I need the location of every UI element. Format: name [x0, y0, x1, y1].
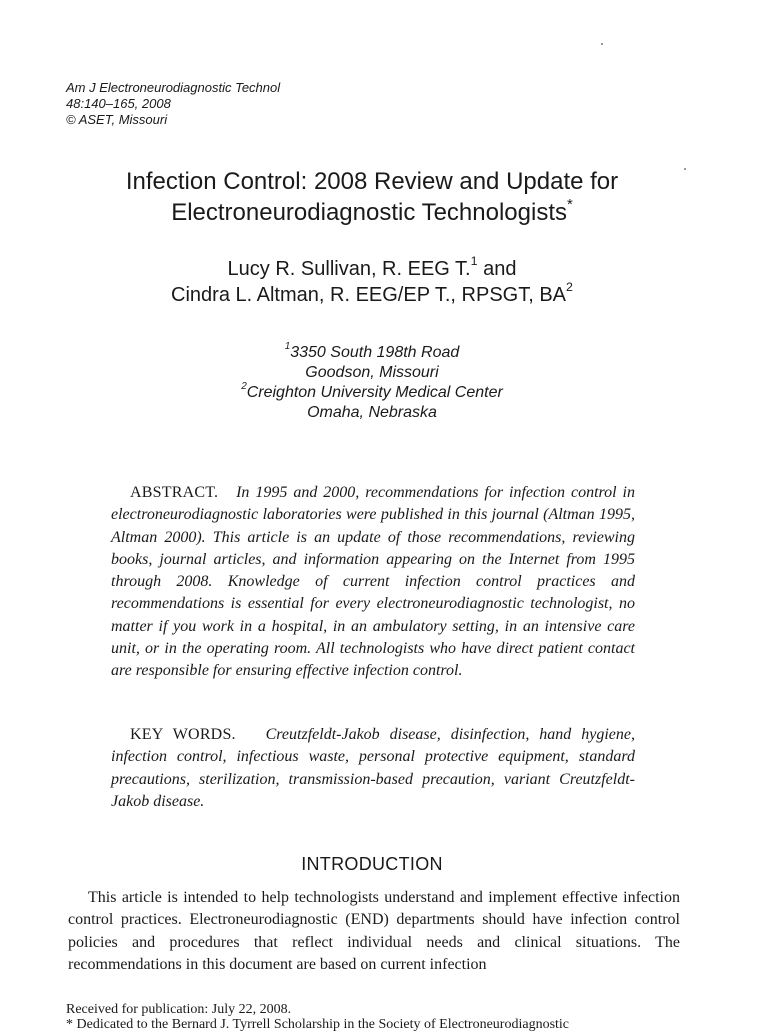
abstract-text: In 1995 and 2000, recommendations for infection control in electroneurodiagnostic laboratories were published in this journal (Altman 1995, Altman 2000). This article is an update of those recommendations, reviewing books, journal articles, and information appearing on the Internet from 1995 through 2008. Knowledge of current infection control practices and recommendations is essential for every electroneurodiagnostic technologist, no matter if you work in a hospital, in an ambulatory setting, in an intensive care unit, or in the operating room. All technologists who have direct patient contact are responsible for ensuring effective infection control.	[111, 484, 636, 680]
abstract-label: ABSTRACT.	[130, 484, 219, 501]
abstract	[111, 482, 635, 683]
affiliation-1-line-1	[40, 343, 704, 363]
journal-name: Am J Electroneurodiagnostic Technol	[66, 80, 281, 95]
scan-speck	[601, 43, 603, 45]
journal-copyright: © ASET, Missouri	[66, 112, 168, 127]
title-line-1: Infection Control: 2008 Review and Update for	[125, 168, 619, 195]
journal-volume: 48:140–165, 2008	[66, 96, 171, 111]
affiliation-2-name: Creighton University Medical Center	[246, 384, 503, 401]
article-title	[40, 166, 704, 228]
author-joiner: and	[477, 258, 517, 280]
author-list	[40, 256, 704, 308]
affiliation-1-address: 3350 South 198th Road	[290, 344, 460, 361]
affiliation-2-line-2: Omaha, Nebraska	[307, 404, 437, 421]
key-words	[111, 724, 635, 813]
affiliation-1-sup: 1	[284, 341, 291, 353]
dedication-footnote: * Dedicated to the Bernard J. Tyrrell Scholarship in the Society of Electroneurodiagnostic	[66, 1017, 570, 1032]
affiliation-2-sup: 2	[241, 381, 247, 393]
title-line-2	[40, 197, 704, 228]
keywords-label: KEY WORDS.	[130, 726, 236, 743]
received-date: Received for publication: July 22, 2008.	[66, 1002, 292, 1017]
author-line-2	[40, 282, 704, 308]
affiliation-1-line-2: Goodson, Missouri	[305, 364, 439, 381]
author-2-sup: 2	[566, 280, 573, 295]
journal-citation	[66, 80, 280, 128]
introduction-paragraph: This article is intended to help technologists understand and implement effective infection control practices. Electroneurodiagnostic (END) departments should have infection control policies and procedures that reflect individual needs and clinical situations. The recommendations in this document are based on current infection	[68, 889, 680, 973]
title-line-2-text: Electroneurodiagnostic Technologists	[171, 199, 567, 226]
title-footnote-mark: *	[567, 196, 573, 213]
author-2: Cindra L. Altman, R. EEG/EP T., RPSGT, BA	[171, 284, 567, 306]
keywords-text: Creutzfeldt-Jakob disease, disinfection, hand hygiene, infection control, infectious waste, personal protective equipment, standard precautions, sterilization, transmission-based precaution, variant Creutzfeldt-Jakob disease.	[111, 726, 636, 810]
author-1: Lucy R. Sullivan, R. EEG T.	[227, 258, 471, 280]
author-line-1	[40, 256, 704, 282]
author-1-sup: 1	[470, 254, 478, 269]
scan-speck	[684, 168, 686, 170]
introduction-heading: INTRODUCTION	[301, 854, 443, 874]
affiliations	[40, 343, 704, 423]
affiliation-2-line-1	[40, 383, 704, 403]
